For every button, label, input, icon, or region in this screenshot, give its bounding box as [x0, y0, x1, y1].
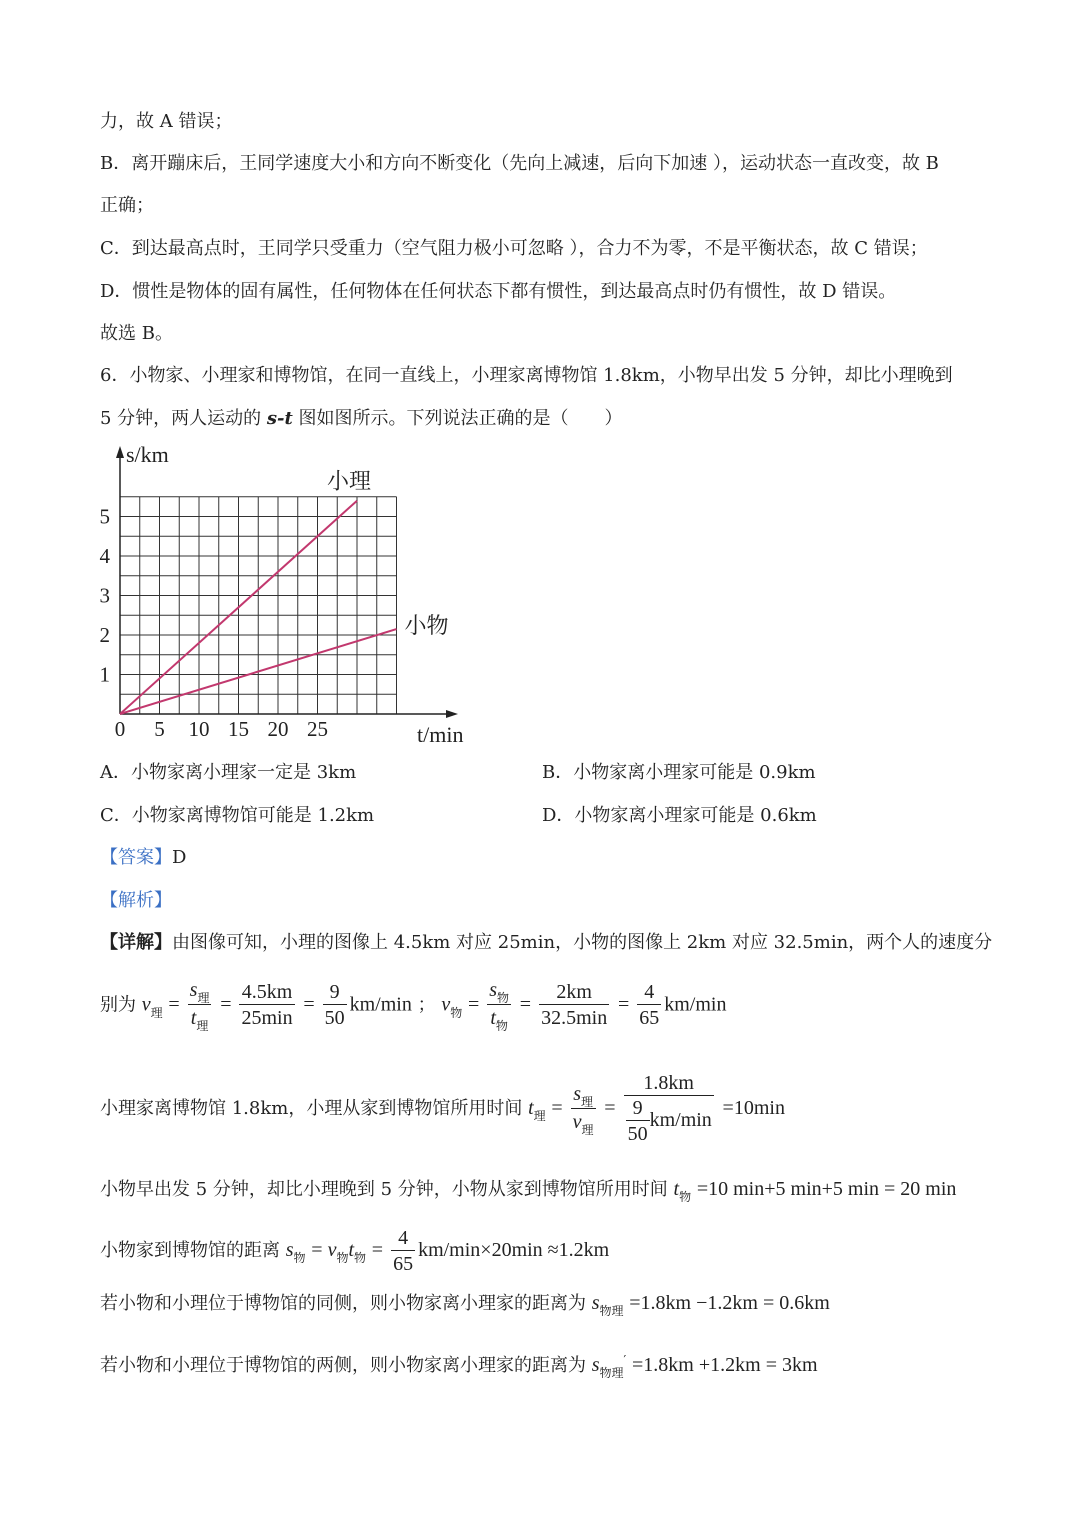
s-sub: 物 — [497, 991, 510, 1005]
frac-den: 65 — [639, 1007, 660, 1029]
question-post: 图如图所示。下列说法正确的是（ ） — [292, 408, 623, 429]
y-tick-label: 5 — [99, 504, 110, 529]
v-sub: 理 — [581, 1122, 594, 1137]
frac-num: 4.5km — [239, 980, 294, 1005]
option-b: B．小物家离小理家可能是 0.9km — [542, 762, 816, 783]
frac-den: 32.5min — [541, 1007, 608, 1029]
s-sub: 理 — [197, 991, 210, 1005]
detail-line — [100, 930, 992, 956]
wu-time-line — [100, 1176, 956, 1204]
inner-den: 50 — [627, 1123, 648, 1145]
t-sub: 理 — [533, 1109, 546, 1123]
v-symbol: v — [441, 993, 451, 1016]
series-label-wu: 小物 — [404, 613, 449, 639]
inner-num: 9 — [626, 1096, 650, 1121]
s-symbol: s — [285, 1239, 294, 1261]
distance-text: 小物家到博物馆的距离 — [100, 1240, 280, 1261]
s-sub: 物 — [293, 1251, 306, 1265]
series-label-li: 小理 — [327, 468, 372, 494]
speed-pre: 别为 — [100, 994, 136, 1016]
frac-wu-values — [539, 980, 609, 1031]
x-tick-label: 20 — [267, 717, 289, 741]
frac-den: 25min — [241, 1007, 293, 1029]
x-tick-label: 0 — [114, 717, 126, 741]
y-axis-arrow — [116, 446, 124, 458]
distance-line: 小物家到博物馆的距离 $s_物 = v_物t_物$ = $\frac{4}{65}$ km/min×20min ≈1.2km — [100, 1226, 610, 1275]
s-symbol: s — [591, 1354, 600, 1376]
s-symbol: s — [591, 1292, 600, 1314]
analysis-tag: 【解析】 — [100, 890, 172, 911]
s-over-t-wu — [487, 978, 511, 1033]
answer-tag: 【答案】 — [100, 847, 172, 868]
y-tick-label: 1 — [99, 662, 110, 687]
s-symbol: s — [489, 979, 498, 1001]
t-symbol: t — [673, 1178, 680, 1200]
option-a: A．小物家离小理家一定是 3km — [100, 762, 357, 783]
unit: km/min — [349, 993, 412, 1016]
y-axis-label: s/km — [126, 442, 169, 467]
x-tick-label: 10 — [188, 717, 210, 741]
st-label: s-t — [266, 408, 293, 429]
frac-den: 65 — [393, 1252, 414, 1275]
frac-li-values — [239, 980, 294, 1031]
v-sub-li: 理 — [150, 1005, 163, 1020]
paragraph-6: 故选 B。 — [100, 323, 173, 344]
option-c: C．小物家离博物馆可能是 1.2km — [100, 805, 375, 826]
paragraph-1: 力，故 A 错误； — [100, 111, 233, 132]
s-sub: 物理 — [599, 1366, 624, 1380]
v-symbol: v — [572, 1110, 582, 1133]
t-symbol: t — [190, 1007, 197, 1029]
same-side-text: 若小物和小理位于博物馆的同侧，则小物家离小理家的距离为 — [100, 1293, 586, 1314]
v-symbol: v — [141, 993, 151, 1016]
question-pre: 5 分钟，两人运动的 — [100, 408, 267, 429]
t-sub: 物 — [679, 1190, 692, 1204]
t-sub: 物 — [354, 1251, 367, 1265]
question-line-1: 6．小物家、小理家和博物馆，在同一直线上，小理家离博物馆 1.8km，小物早出发 5 分钟，却比小理晚到 — [100, 365, 953, 386]
s-over-t-li — [188, 978, 212, 1033]
t-sub: 物 — [495, 1019, 508, 1033]
two-side-text: 若小物和小理位于博物馆的两侧，则小物家离小理家的距离为 — [100, 1355, 586, 1376]
answer-line — [100, 845, 186, 871]
frac-num: 4 — [391, 1226, 415, 1251]
unit: km/min — [664, 993, 727, 1016]
speed-line: 别为 $v_理$ = $\frac{s_理}{t_理}$ = $\frac{4.5km}{25\min}$ = $\frac{9}{50}$ km/min ； $v_物$ = $\frac{s_物}{t_物}$ = $\frac{2km}{32.5\min}$ = $\frac{4}{65}$ km/min — [100, 979, 727, 1033]
time-line: 小理家离博物馆 1.8km，小理从家到博物馆所用时间 $t_理$ = $\frac{s_理}{v_理}$ = 1.8km $\frac{9}{50}$ km/min =10min — [100, 1072, 785, 1145]
wu-time-text: 小物早出发 5 分钟，却比小理晚到 5 分钟，小物从家到博物馆所用时间 — [100, 1179, 668, 1200]
time-result: =10min — [722, 1097, 785, 1119]
s-sub: 理 — [581, 1094, 594, 1109]
x-tick-label: 25 — [307, 717, 328, 741]
x-axis-arrow — [446, 710, 458, 718]
time-frac — [624, 1071, 714, 1147]
detail-tag: 【详解】 — [100, 932, 172, 953]
frac-den: 50 — [324, 1007, 345, 1029]
distance-expr: km/min×20min ≈1.2km — [418, 1239, 610, 1261]
t-sub: 理 — [196, 1019, 209, 1033]
frac-num: 1.8km — [624, 1071, 714, 1096]
frac-wu-result — [637, 980, 661, 1031]
t-symbol: t — [348, 1239, 355, 1261]
t-symbol: t — [528, 1097, 534, 1119]
x-tick-label: 5 — [154, 717, 165, 741]
separator: ； — [417, 994, 436, 1016]
answer-value: D — [172, 847, 187, 868]
frac-num: 4 — [637, 980, 661, 1005]
time-text: 小理家离博物馆 1.8km，小理从家到博物馆所用时间 — [100, 1098, 523, 1119]
v-sub: 物 — [336, 1251, 349, 1265]
paragraph-3: 正确； — [100, 195, 154, 216]
wu-time-expr: =10 min+5 min+5 min = 20 min — [696, 1178, 957, 1200]
detail-text: 由图像可知，小理的图像上 4.5km 对应 25min，小物的图像上 2km 对应 32.5min，两个人的速度分 — [172, 932, 993, 953]
v-sub-wu: 物 — [450, 1005, 463, 1020]
same-side-line — [100, 1290, 830, 1318]
y-tick-label: 2 — [99, 623, 110, 647]
frac-num: 2km — [539, 980, 609, 1005]
inner-unit: km/min — [649, 1109, 712, 1132]
v-symbol: v — [327, 1239, 337, 1261]
frac-li-result — [323, 980, 347, 1031]
y-tick-label: 4 — [99, 544, 110, 568]
distance-frac — [391, 1226, 415, 1277]
paragraph-2: B．离开蹦床后，王同学速度大小和方向不断变化（先向上减速，后向下加速 ），运动状态一直改变，故 B — [100, 153, 939, 174]
option-d: D．小物家离小理家可能是 0.6km — [542, 805, 817, 826]
s-symbol: s — [573, 1082, 581, 1105]
two-side-expr: =1.8km +1.2km = 3km — [632, 1354, 818, 1376]
st-chart — [92, 440, 492, 750]
question-line-2 — [100, 406, 623, 432]
paragraph-4: C．到达最高点时，王同学只受重力（空气阻力极小可忽略 ），合力不为零，不是平衡状态，故 C 错误； — [100, 238, 928, 259]
s-over-v — [571, 1082, 596, 1137]
prime-mark: ′ — [623, 1353, 627, 1367]
x-tick-label: 15 — [228, 717, 249, 741]
paragraph-5: D．惯性是物体的固有属性，任何物体在任何状态下都有惯性，到达最高点时仍有惯性，故 D 错误。 — [100, 281, 897, 302]
y-tick-label: 3 — [99, 583, 110, 608]
two-side-line — [100, 1347, 818, 1380]
s-symbol: s — [189, 979, 198, 1001]
frac-num: 9 — [323, 980, 347, 1005]
same-side-expr: =1.8km −1.2km = 0.6km — [629, 1292, 830, 1314]
t-symbol: t — [490, 1007, 496, 1029]
x-axis-label: t/min — [417, 722, 464, 747]
s-sub: 物理 — [599, 1304, 624, 1318]
